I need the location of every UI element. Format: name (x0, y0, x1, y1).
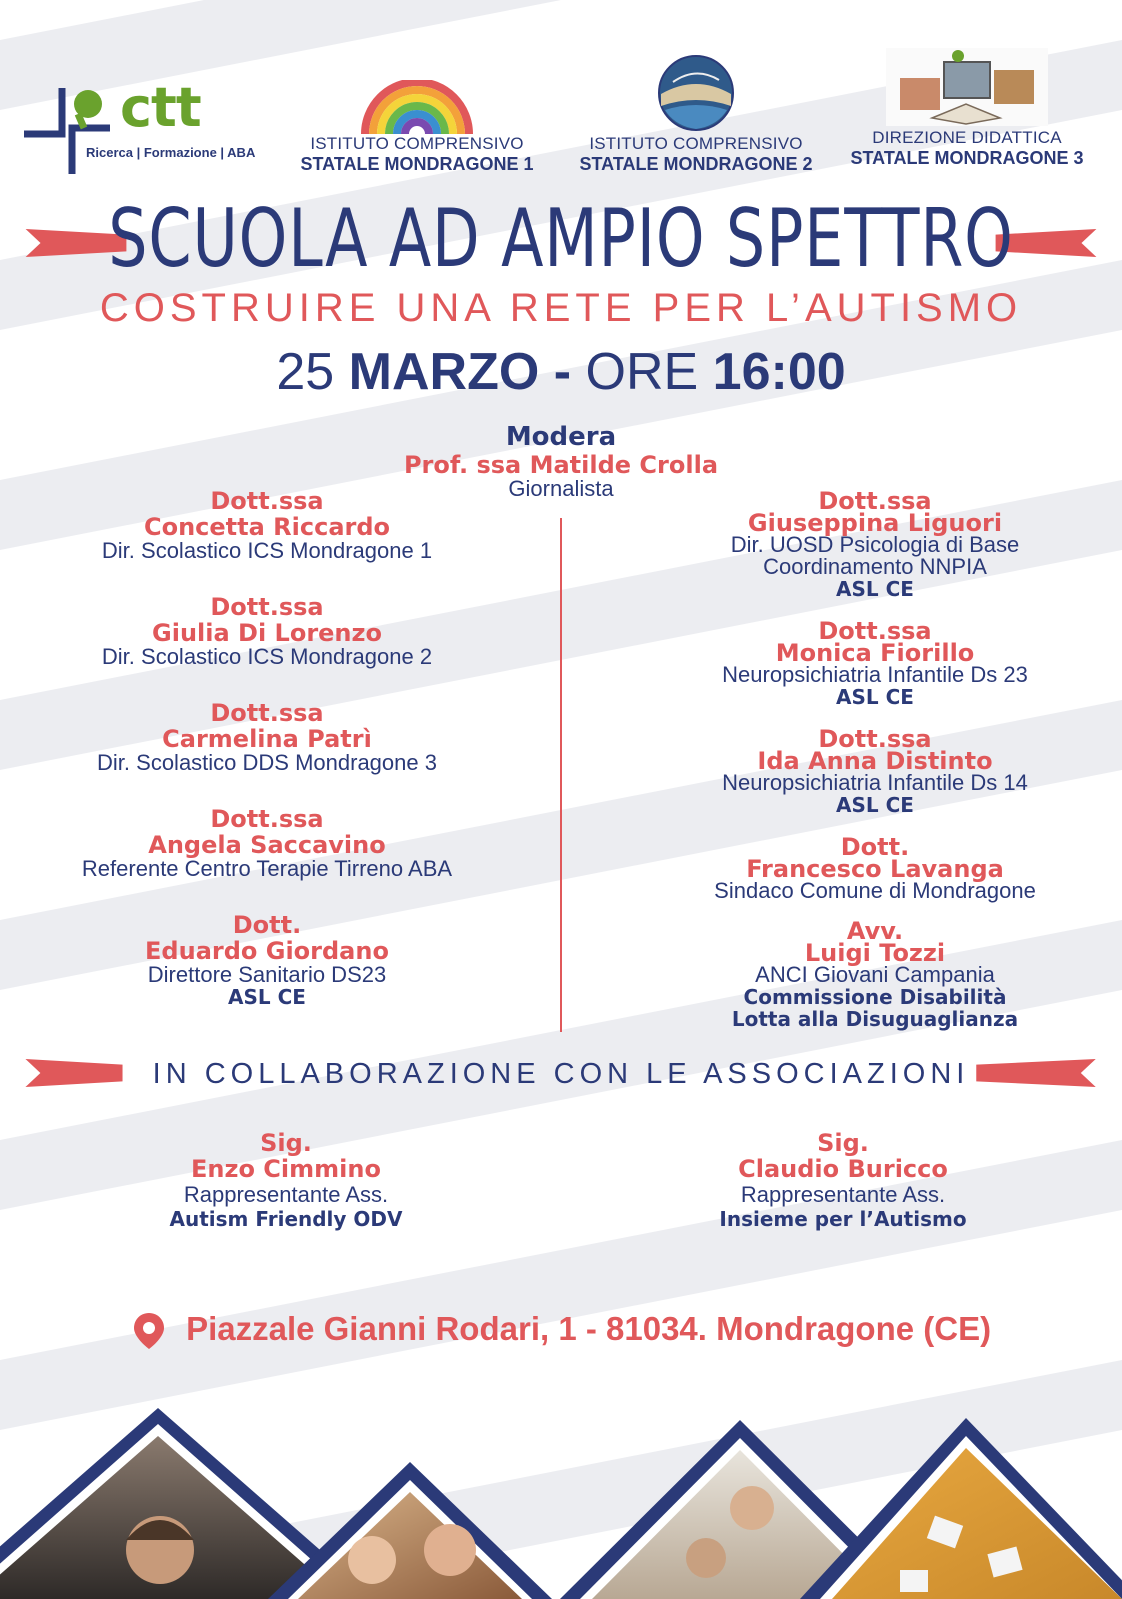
speaker-title: Dott.ssa (210, 593, 324, 621)
moderator-name: Prof. ssa Matilde Crolla (403, 451, 719, 479)
speaker-name: Monica Fiorillo (775, 639, 975, 667)
school-2-name: STATALE MONDRAGONE 2 (579, 154, 813, 174)
left-speaker-3 (7, 700, 527, 774)
event-datetime (0, 342, 1122, 402)
speaker-title: Dott.ssa (210, 699, 324, 727)
speaker-org-2: Lotta alla Disuguaglianza (731, 1007, 1019, 1031)
school-2-type: ISTITUTO COMPRENSIVO (589, 134, 803, 153)
speaker-title: Dott.ssa (210, 487, 324, 515)
speaker-role: Dir. UOSD Psicologia di Base (730, 532, 1020, 557)
address-text: Piazzale Gianni Rodari, 1 - 81034. Mondragone (CE) (186, 1310, 992, 1347)
left-speaker-1 (7, 488, 527, 562)
speaker-role: Neuropsichiatria Infantile Ds 23 (722, 662, 1028, 687)
school-3-type: DIREZIONE DIDATTICA (872, 128, 1062, 147)
school-2-logo (571, 54, 821, 175)
speaker-role: Sindaco Comune di Mondragone (714, 878, 1036, 903)
ctt-logo (24, 76, 284, 174)
speaker-name: Giulia Di Lorenzo (152, 619, 382, 647)
speaker-role-2: Coordinamento NNPIA (763, 554, 987, 579)
speaker-title: Dott.ssa (818, 725, 932, 753)
speaker-name: Eduardo Giordano (145, 937, 389, 965)
association-title: Sig. (260, 1129, 312, 1157)
speaker-org: ASL CE (836, 685, 914, 709)
moderator-role: Giornalista (508, 476, 614, 501)
speaker-title: Dott.ssa (818, 487, 932, 515)
speaker-title: Avv. (846, 917, 904, 945)
event-time-label: ORE (585, 343, 699, 401)
speaker-name: Angela Saccavino (148, 831, 386, 859)
speaker-title: Dott. (840, 833, 910, 861)
speaker-name: Luigi Tozzi (804, 939, 946, 967)
right-speaker-3 (615, 725, 1122, 817)
event-month: MARZO (348, 343, 540, 401)
speaker-name: Giuseppina Liguori (747, 509, 1003, 537)
school-1-name: STATALE MONDRAGONE 1 (300, 154, 534, 174)
speaker-role: Dir. Scolastico ICS Mondragone 1 (101, 538, 433, 563)
event-title: SCUOLA AD AMPIO SPETTRO (108, 192, 1014, 285)
right-speaker-4 (615, 833, 1122, 903)
left-speaker-4 (7, 806, 527, 880)
school-3-logo (842, 48, 1092, 169)
rainbow-icon (357, 80, 477, 136)
association-org: Autism Friendly ODV (169, 1207, 403, 1231)
speakers-divider (560, 518, 562, 1032)
association-2 (683, 1130, 1003, 1230)
speaker-name: Ida Anna Distinto (757, 747, 993, 775)
location-pin-icon (131, 1311, 167, 1351)
speaker-name: Concetta Riccardo (143, 513, 391, 541)
left-speaker-2 (7, 594, 527, 668)
event-time: 16:00 (712, 343, 846, 401)
association-title: Sig. (817, 1129, 869, 1157)
association-role: Rappresentante Ass. (183, 1182, 389, 1207)
speaker-title: Dott. (232, 911, 302, 939)
speaker-title: Dott.ssa (210, 805, 324, 833)
speaker-org: ASL CE (836, 793, 914, 817)
event-dash: - (553, 343, 572, 401)
speaker-org: ASL CE (228, 985, 306, 1009)
school-books-illustration-icon (886, 48, 1048, 126)
event-day: 25 (276, 343, 335, 401)
association-name: Enzo Cimmino (191, 1155, 381, 1183)
speaker-role: Referente Centro Terapie Tirreno ABA (81, 856, 453, 881)
left-speaker-5 (7, 912, 527, 1008)
speaker-role: Dir. Scolastico DDS Mondragone 3 (97, 750, 437, 775)
school-1-logo (292, 80, 542, 175)
coastline-seal-icon (657, 54, 735, 132)
mother-child-playing-photo (268, 1462, 552, 1599)
right-speaker-1 (615, 487, 1122, 601)
association-org: Insieme per l’Autismo (719, 1207, 967, 1231)
school-1-type: ISTITUTO COMPRENSIVO (310, 134, 524, 153)
ctt-wordmark: ctt (120, 76, 201, 139)
event-address (0, 1310, 1122, 1351)
speaker-name: Francesco Lavanga (746, 855, 1004, 883)
speaker-title: Dott.ssa (818, 617, 932, 645)
ctt-subtitle: Ricerca | Formazione | ABA (86, 145, 256, 160)
speaker-role: Neuropsichiatria Infantile Ds 14 (722, 770, 1028, 795)
puzzle-hands-photo (800, 1418, 1122, 1599)
association-1 (136, 1130, 436, 1230)
association-role: Rappresentante Ass. (740, 1182, 946, 1207)
right-speaker-5 (615, 917, 1122, 1031)
photo-strip (0, 1400, 1122, 1599)
speaker-org: ASL CE (836, 577, 914, 601)
moderator-label: Modera (505, 422, 617, 452)
speaker-role: Dir. Scolastico ICS Mondragone 2 (101, 644, 433, 669)
collaboration-heading: IN COLLABORAZIONE CON LE ASSOCIAZIONI (152, 1058, 970, 1090)
speaker-role: Direttore Sanitario DS23 (147, 962, 387, 987)
association-name: Claudio Buricco (738, 1155, 948, 1183)
speaker-org: Commissione Disabilità (743, 985, 1007, 1009)
event-subtitle: COSTRUIRE UNA RETE PER L’AUTISMO (99, 286, 1023, 330)
speaker-role: ANCI Giovani Campania (755, 962, 995, 987)
speaker-name: Carmelina Patrì (162, 725, 372, 753)
school-3-name: STATALE MONDRAGONE 3 (850, 148, 1084, 168)
ctt-cross-icon (24, 84, 114, 174)
right-speaker-2 (615, 617, 1122, 709)
